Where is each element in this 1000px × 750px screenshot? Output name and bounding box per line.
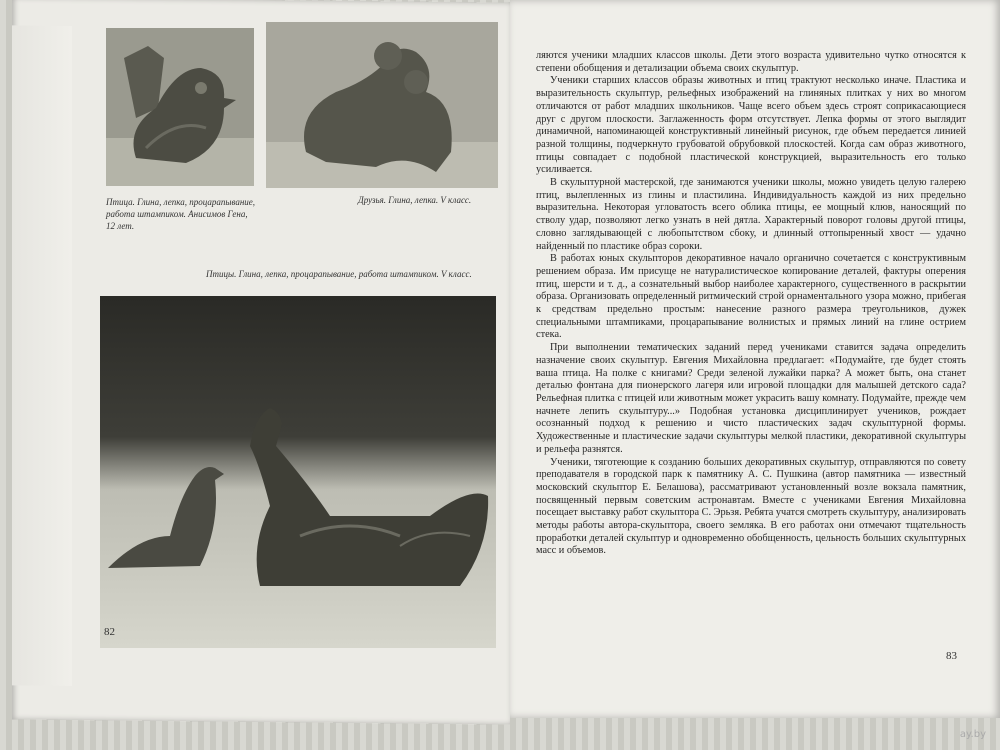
paragraph: Ученики, тяготеющие к созданию больших декоративных скульптур, отправляются по совету преподавателя в городской парк к памятнику А. С. Пушкина (автор памятника — известный московский скульптор Е. Белашова), рассматривают установленный возле вокзала памятник, посвященный первым советским астронавтам. Вместе с учениками Евгения Михайловна посещает выставку работ скульптора С. Эрьзя. Ребята учатся смотреть скульптуру, анализировать методы работы автора-скульптора, своего земляка. В его работах они отмечают тщательность проработки деталей скульптур и одновременно обобщенность, цельность больших скульптурных масс и объемов. [536, 456, 966, 557]
paragraph: ляются ученики младших классов школы. Дети этого возраста удивительно чутко относятся к степени обобщения и детализации объема своих скульптур. [536, 50, 966, 74]
caption-bird: Птица. Глина, лепка, процарапывание, работа штампиком. Анисимов Гена, 12 лет. [106, 197, 256, 231]
paragraph: В работах юных скульпторов декоративное начало органично сочетается с конструктивным решением образа. Им присуще не натуралистическое копирование деталей, фактуры оперения птиц, шерсти и т. д., а сознательный выбор наиболее характерного, существенного в раскрытии образа. Организовать определенный ритмический строй орнаментального узора можно, прибегая к средствам предельно простым: нанесение разного размера треугольников, дужек специальными штампиками, процарапывание волнистых и прямых линий на глине острием стека. [536, 253, 966, 341]
page-edge [12, 25, 72, 686]
photo-friends [266, 22, 498, 188]
photo-bird [106, 28, 254, 186]
photo-birds-large [100, 296, 496, 648]
watermark: ay.by [959, 729, 986, 740]
caption-friends: Друзья. Глина, лепка. V класс. [358, 195, 472, 205]
caption-birds: Птицы. Глина, лепка, процарапывание, работа штампиком. V класс. [206, 269, 472, 279]
paragraph: Ученики старших классов образы животных и птиц трактуют несколько иначе. Пластика и выразительность скульптур, рельефных изображений на глиняных плитках у них во многом отличаются от работ младших школьников. Чаще всего объем здесь строят соприкасающиеся друг с другом плоскости. Заглаженность форм отсутствует. Лепка формы от этого выглядит динамичной, напоминающей конструктивный линейный рисунок, где объем передается линией разной толщины, подчеркнуто грубоватой обрубовкой плоскостей. Когда сам образ животного, птицы совпадает с подобной пластической конструкцией, выразительность его только усиливается. [536, 75, 966, 176]
page-number-left: 82 [104, 626, 115, 638]
paragraph: При выполнении тематических заданий перед учениками ставится задача определить назначение своих скульптур. Евгения Михайловна предлагает: «Подумайте, где будет стоять ваша птица. На полке с книгами? Среди зеленой лужайки парка? А может быть, она станет деталью фонтана для пионерского лагеря или игровой площадки для малышей детского сада? Рельефная плитка с птицей или животным может украсить вашу комнату. Подумайте, прежде чем начнете лепить скульптуру...» Подобная установка дисциплинирует учеников, рождает осознанный подход к решению и чисто пластических задач скульптурной формы. Художественные и пластические задачи скульптуры мелкой пластики, декоративной скульптуры и рельефа разнятся. [536, 342, 966, 455]
body-text [536, 50, 966, 558]
paragraph: В скульптурной мастерской, где занимаются ученики школы, можно увидеть целую галерею птиц, вылепленных из глины и пластилина. Индивидуальность каждой из них предельно выразительна. Некоторая угловатость всего облика птицы, ее мощный клюв, наносящий по стволу удар, позволяют легко узнать в ней дятла. Характерный поворот головы другой птицы, словно заглядывающей с любопытством сбоку, и длинный оттопыренный хвост — удачно найденный по пластике образ сороки. [536, 177, 966, 252]
page-number-right: 83 [946, 650, 957, 662]
